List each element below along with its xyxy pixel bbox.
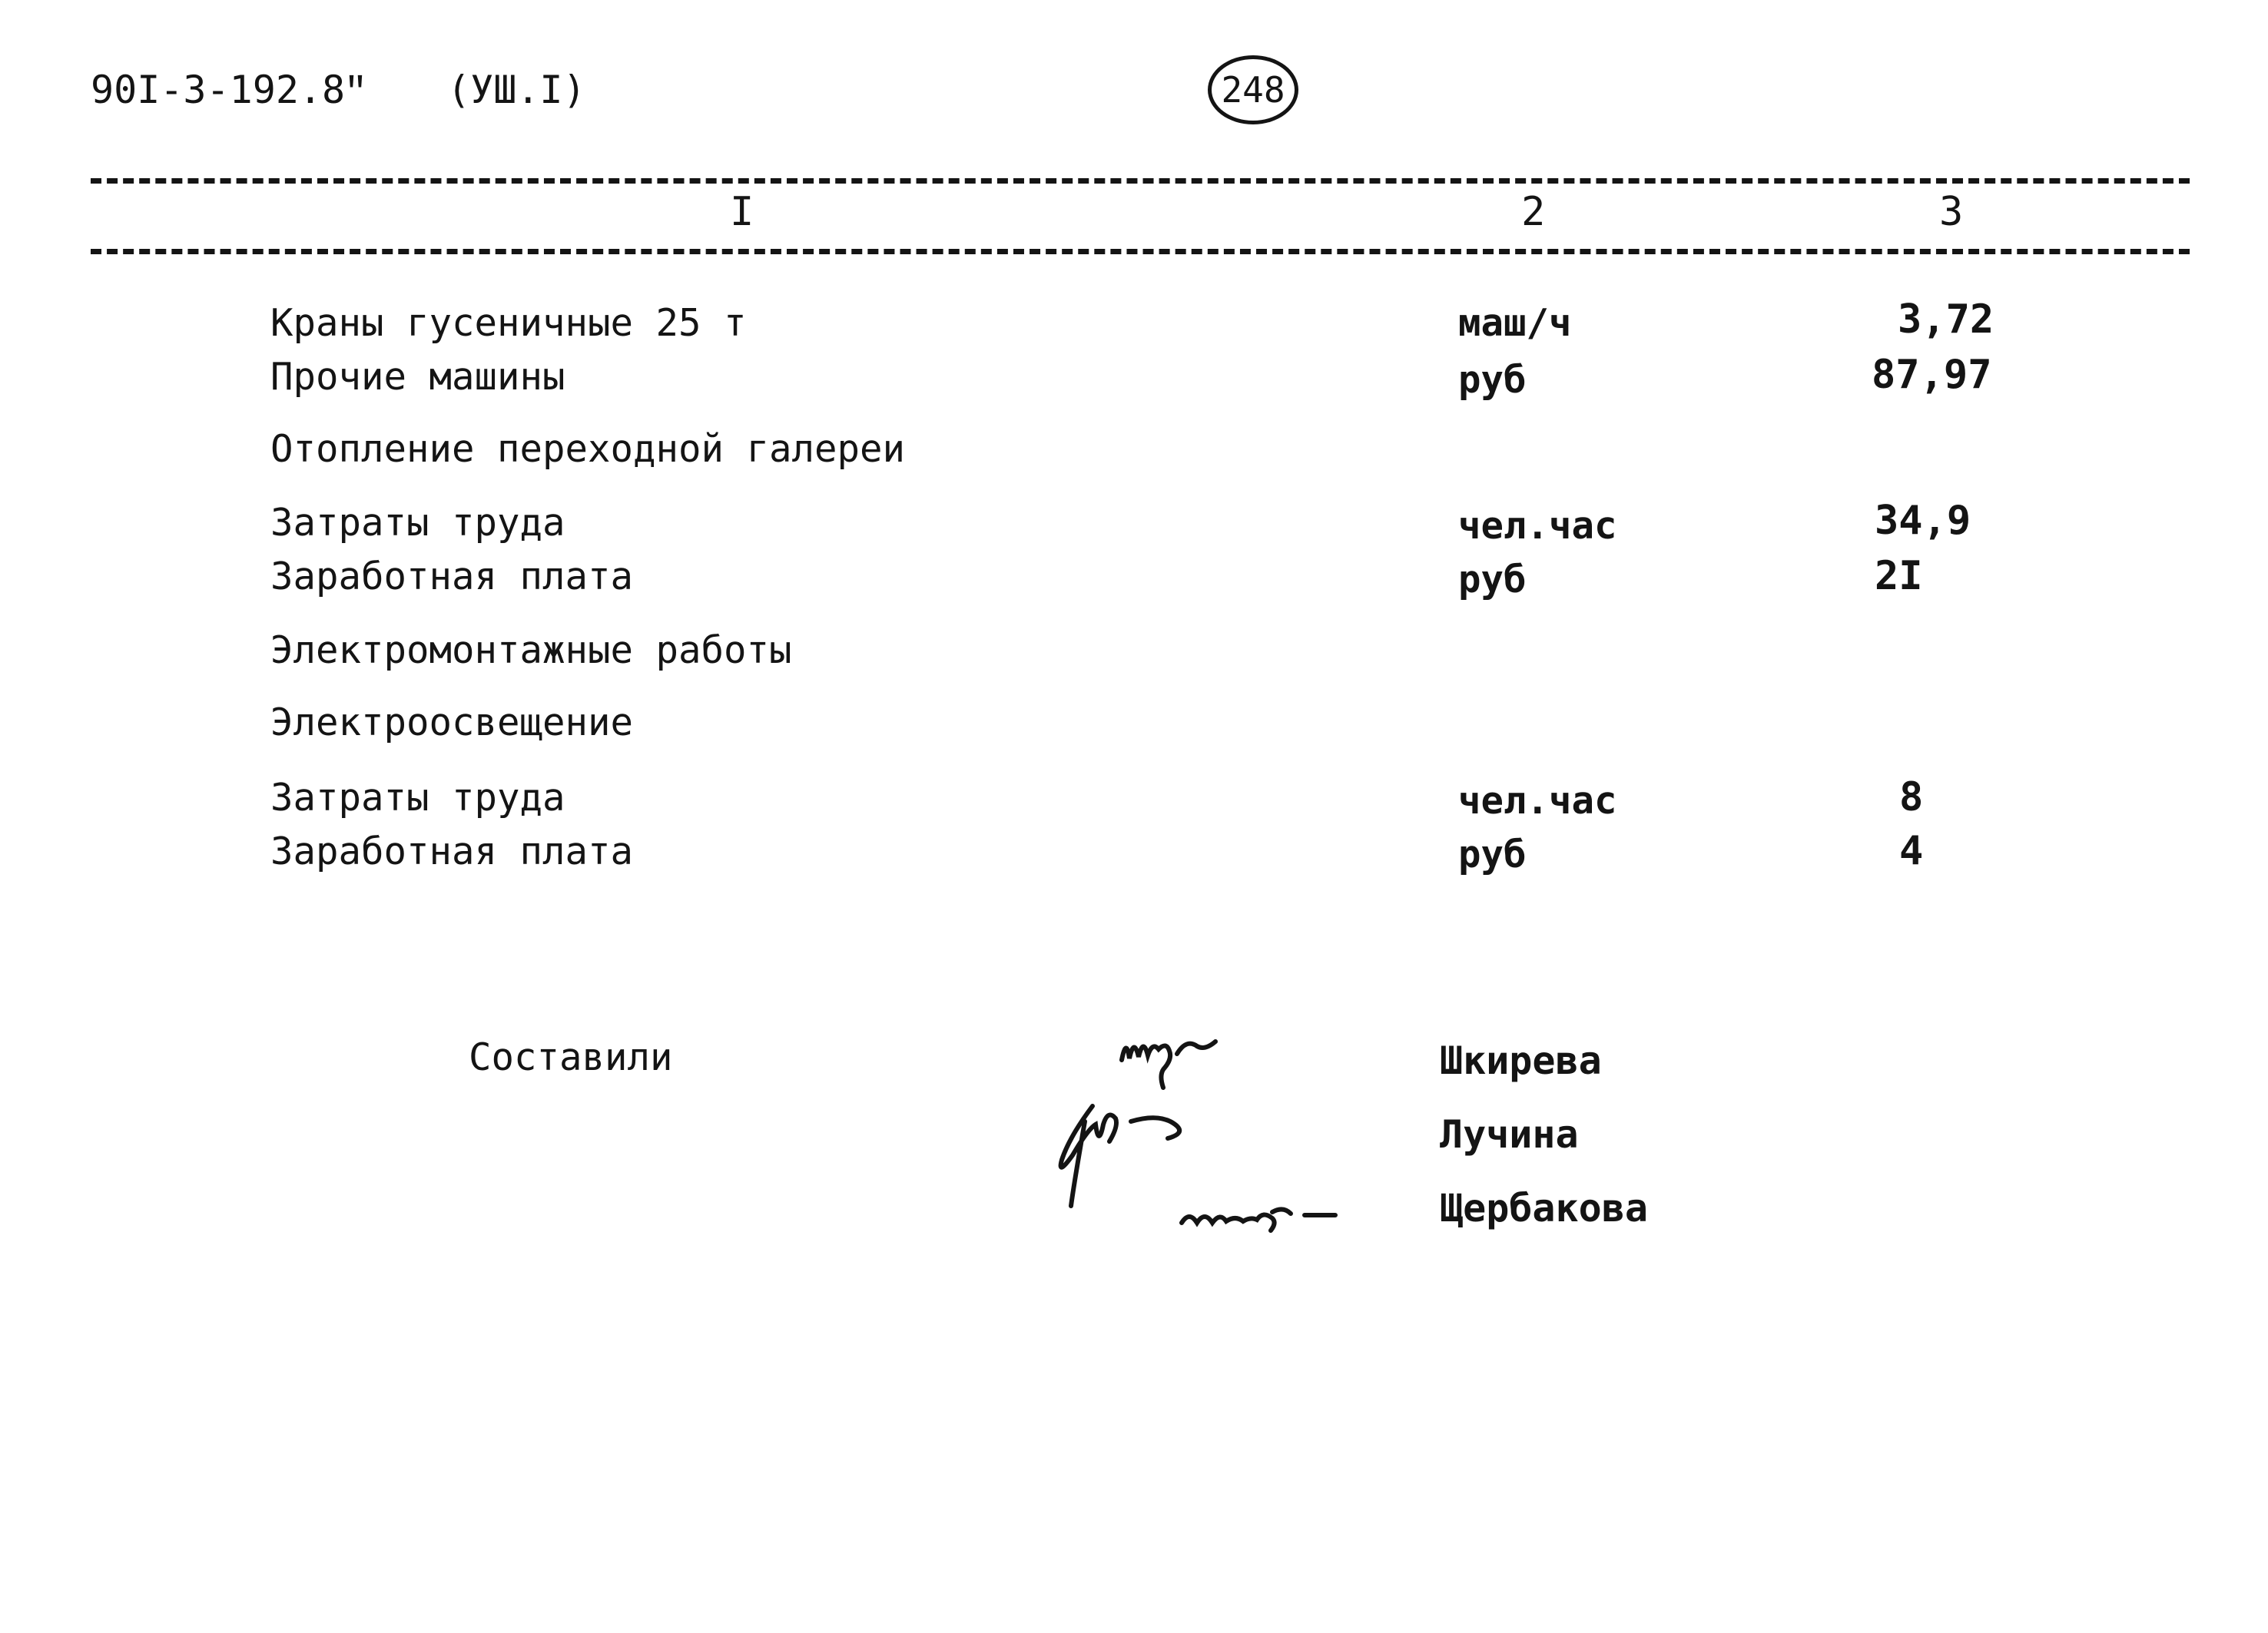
row-name: Краны гусеничные 25 т	[270, 301, 747, 345]
row-value: 4	[1899, 828, 1924, 874]
row-name: Прочие машины	[270, 355, 565, 399]
table-header-divider	[91, 249, 2190, 254]
row-unit: чел.час	[1458, 779, 1617, 823]
section-heading: Электромонтажные работы	[270, 628, 792, 672]
signature-3	[1174, 1189, 1351, 1250]
row-unit: руб	[1458, 558, 1527, 601]
signatory-name: Шкирева	[1440, 1038, 1602, 1083]
row-unit: чел.час	[1458, 504, 1617, 548]
page-number: 248	[1208, 55, 1298, 124]
row-value: 34,9	[1875, 498, 1971, 544]
row-unit: маш/ч	[1458, 301, 1572, 345]
row-value: 2I	[1875, 553, 1923, 599]
row-name: Заработная плата	[270, 830, 634, 873]
section-heading: Электроосвещение	[270, 701, 634, 744]
row-value: 8	[1899, 774, 1924, 820]
document-code: 90I-3-192.8	[91, 68, 346, 112]
column-number-3: 3	[1939, 189, 1964, 235]
column-number-2: 2	[1521, 189, 1546, 235]
row-name: Затраты труда	[270, 776, 565, 820]
row-value: 3,72	[1898, 296, 1994, 343]
column-number-1: I	[730, 189, 754, 235]
row-value: 87,97	[1872, 352, 1992, 398]
row-unit: руб	[1458, 358, 1527, 402]
row-unit: руб	[1458, 833, 1527, 876]
signatory-name: Лучина	[1440, 1112, 1579, 1157]
row-name: Затраты труда	[270, 501, 565, 545]
compiled-by-label: Составили	[469, 1035, 673, 1079]
row-name: Заработная плата	[270, 555, 634, 598]
signature-1	[1114, 1012, 1283, 1097]
signatory-name: Щербакова	[1440, 1186, 1648, 1231]
section-heading: Отопление переходной галереи	[270, 427, 906, 471]
document-code-mark: ʺ	[344, 68, 368, 112]
table-top-divider	[91, 178, 2190, 184]
volume-label: (УШ.I)	[447, 68, 586, 112]
